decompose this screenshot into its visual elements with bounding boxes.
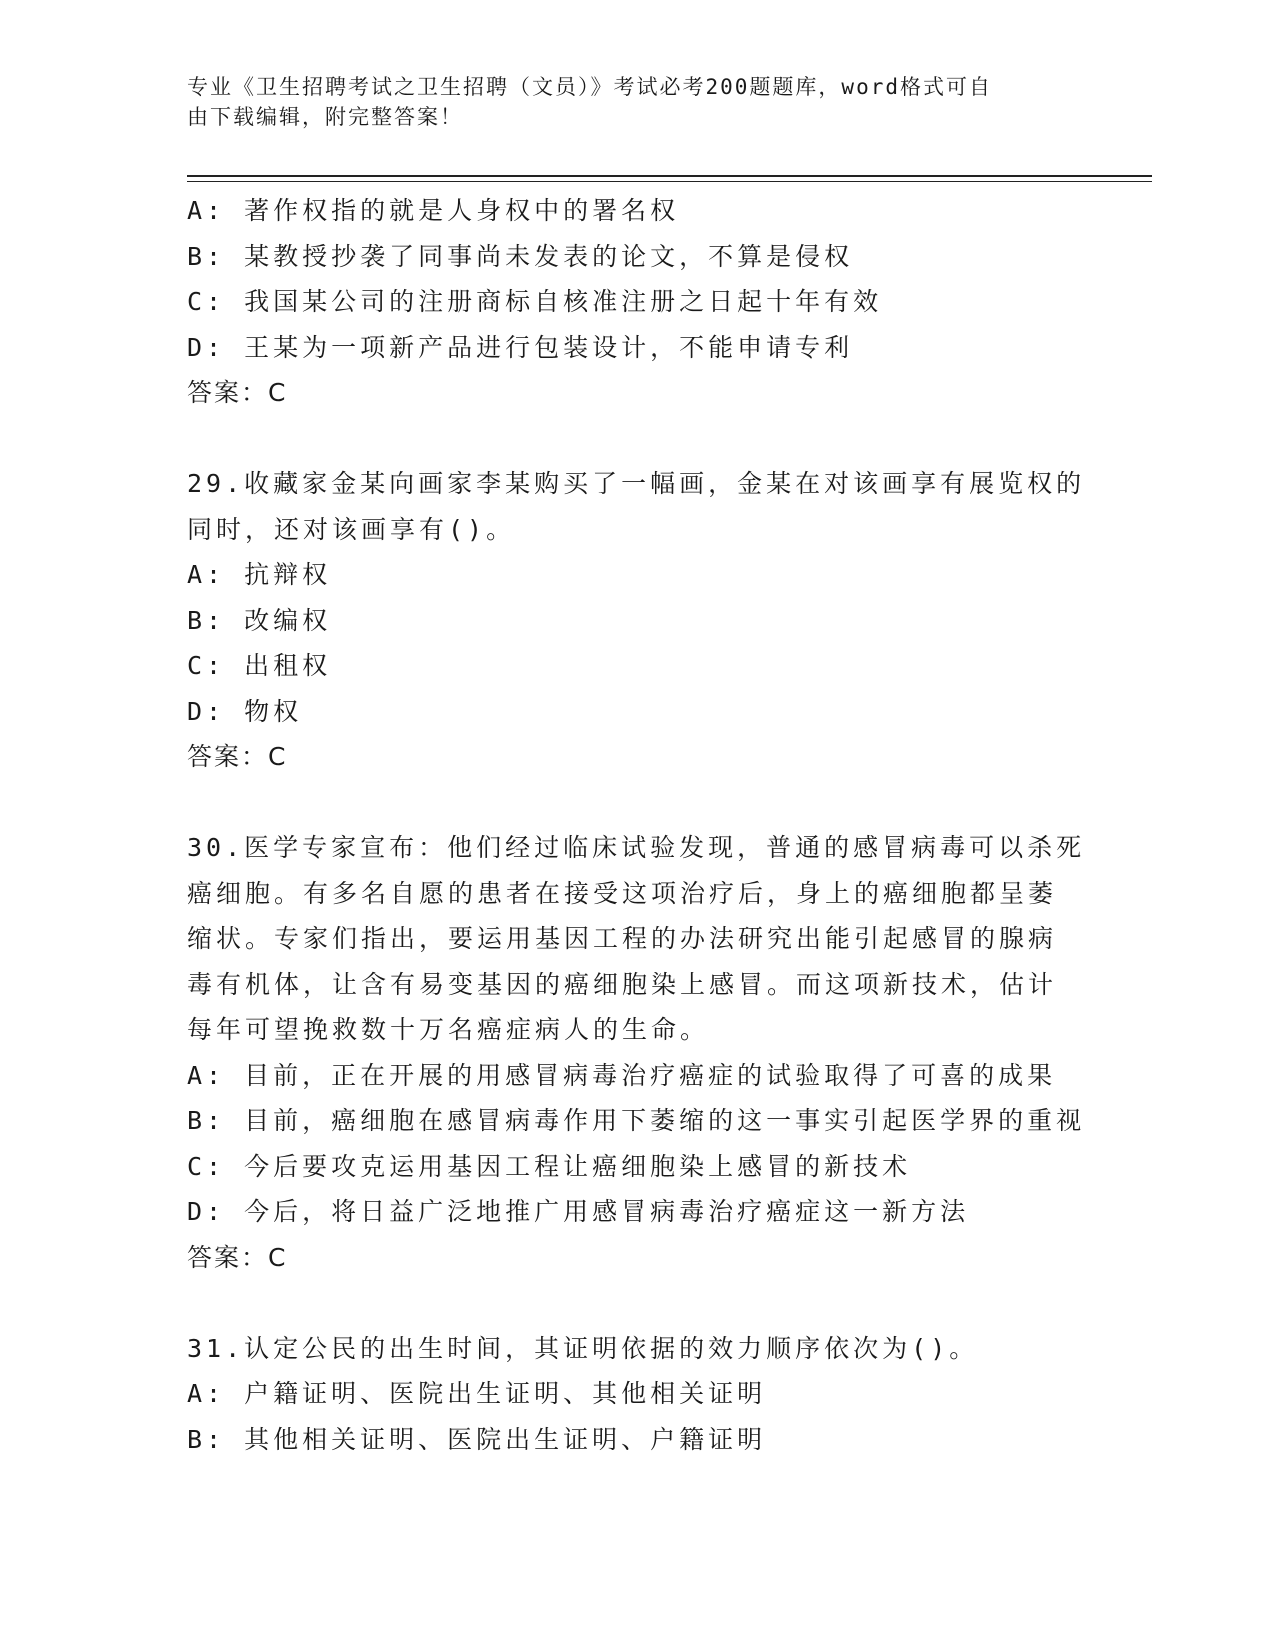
option-c: C: 我国某公司的注册商标自核准注册之日起十年有效 xyxy=(187,287,883,316)
answer-line: 答案：C xyxy=(187,378,288,407)
option-a: A: 目前，正在开展的用感冒病毒治疗癌症的试验取得了可喜的成果 xyxy=(187,1060,1057,1090)
question-stem-line: 每年可望挽救数十万名癌症病人的生命。 xyxy=(187,1015,710,1044)
question-stem-line: 毒有机体，让含有易变基因的癌细胞染上感冒。而这项新技术，估计 xyxy=(187,969,1058,999)
option-b: B: 某教授抄袭了同事尚未发表的论文，不算是侵权 xyxy=(187,241,854,271)
question-stem-line: 31.认定公民的出生时间，其证明依据的效力顺序依次为()。 xyxy=(187,1333,979,1363)
question-content xyxy=(187,188,1086,1462)
question-31 xyxy=(187,1326,1077,1463)
header-rule-thin xyxy=(187,181,1152,182)
question-29 xyxy=(187,461,1086,780)
option-d: D: 物权 xyxy=(187,696,303,726)
header-line-2: 由下载编辑，附完整答案！ xyxy=(187,105,463,129)
question-stem-line: 癌细胞。有多名自愿的患者在接受这项治疗后，身上的癌细胞都呈萎 xyxy=(187,878,1058,908)
option-b: B: 其他相关证明、医院出生证明、户籍证明 xyxy=(187,1424,767,1454)
document-header xyxy=(187,72,1077,132)
option-c: C: 今后要攻克运用基因工程让癌细胞染上感冒的新技术 xyxy=(187,1151,912,1181)
question-stem-line: 缩状。专家们指出，要运用基因工程的办法研究出能引起感冒的腺病 xyxy=(187,924,1058,953)
question-28 xyxy=(187,188,1077,416)
question-stem-line: 29.收藏家金某向画家李某购买了一幅画，金某在对该画享有展览权的 xyxy=(187,469,1086,498)
option-c: C: 出租权 xyxy=(187,651,332,680)
answer-line: 答案：C xyxy=(187,742,288,771)
spacer xyxy=(187,780,1077,826)
spacer xyxy=(187,1280,1077,1326)
answer-line: 答案：C xyxy=(187,1242,288,1272)
header-line-1: 专业《卫生招聘考试之卫生招聘（文员）》考试必考200题题库，word格式可自 xyxy=(187,75,992,99)
question-30 xyxy=(187,825,1086,1280)
question-stem-line: 同时，还对该画享有()。 xyxy=(187,514,516,544)
option-a: A: 户籍证明、医院出生证明、其他相关证明 xyxy=(187,1379,767,1408)
option-b: B: 目前，癌细胞在感冒病毒作用下萎缩的这一事实引起医学界的重视 xyxy=(187,1106,1086,1135)
question-stem-line: 30.医学专家宣布：他们经过临床试验发现，普通的感冒病毒可以杀死 xyxy=(187,833,1086,862)
option-a: A: 著作权指的就是人身权中的署名权 xyxy=(187,196,680,225)
header-rule-thick xyxy=(187,175,1152,177)
spacer xyxy=(187,416,1077,462)
option-a: A: 抗辩权 xyxy=(187,560,332,589)
option-d: D: 今后，将日益广泛地推广用感冒病毒治疗癌症这一新方法 xyxy=(187,1197,970,1226)
option-b: B: 改编权 xyxy=(187,605,332,635)
option-d: D: 王某为一项新产品进行包装设计，不能申请专利 xyxy=(187,332,854,362)
